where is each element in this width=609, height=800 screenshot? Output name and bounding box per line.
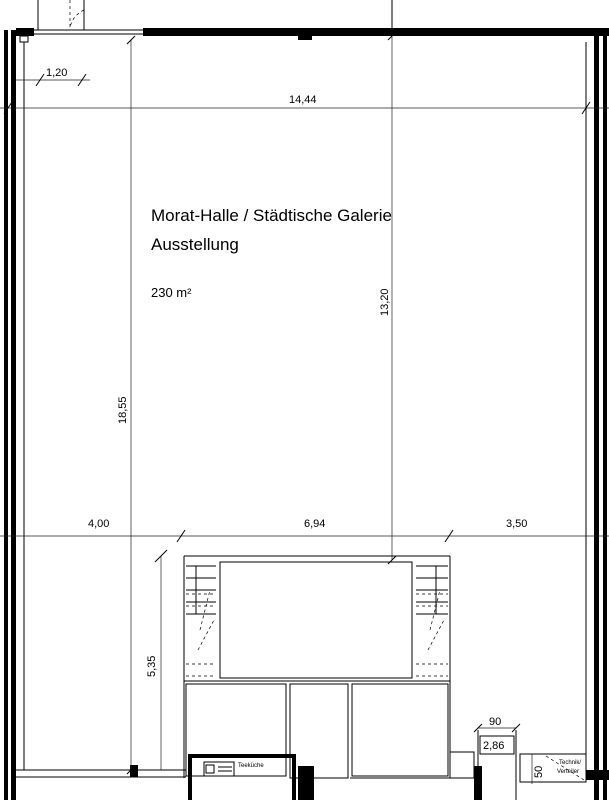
dim-label-total-width: 14,44 [289, 94, 317, 106]
dim-label-door-height: 2,86 [483, 740, 505, 752]
dim-label-stair-height: 5,35 [146, 655, 158, 677]
dim-label-inner-height: 13,20 [379, 288, 391, 316]
outer-wall-left-inner [11, 30, 16, 800]
kitchen-label: Teeküche [238, 763, 264, 769]
room-title: Morat-Halle / Städtische Galerie [151, 206, 392, 225]
tech-label-line1: Technik/ [559, 760, 582, 766]
dim-label-total-height: 18,55 [117, 396, 129, 424]
outer-wall-top-left [16, 28, 34, 36]
room-subtitle: Ausstellung [151, 235, 239, 254]
kitchen-wall-top [188, 754, 296, 758]
kitchen-counter [204, 762, 234, 776]
outer-wall-top-right [143, 28, 609, 36]
room-area: 230 m² [151, 285, 192, 300]
bottom-pier-middle [298, 766, 314, 800]
kitchen-wall-right [292, 754, 296, 800]
dim-label-small-depth: 50 [533, 765, 545, 778]
core-room-middle [290, 684, 348, 778]
dim-label-middle-segment: 6,94 [304, 518, 326, 530]
door-swing [70, 0, 84, 28]
bottom-pier-right [474, 766, 482, 800]
tech-room [520, 754, 586, 782]
core-central-room [220, 562, 412, 678]
dim-label-door-width: 90 [489, 716, 502, 728]
bottom-wall-right [586, 770, 609, 780]
core-room-right [352, 684, 448, 776]
dim-label-right-segment: 3,50 [506, 518, 528, 530]
core-room-left [186, 684, 286, 776]
dim-label-top-offset: 1,20 [46, 67, 68, 79]
stair-right [416, 566, 448, 676]
outer-wall-right-inner [594, 30, 599, 800]
kitchen-wall-left [188, 754, 192, 800]
wall-column [298, 34, 312, 40]
outer-wall-right-outer [603, 30, 607, 800]
dim-label-left-segment: 4,00 [88, 518, 110, 530]
bottom-small-box [450, 752, 474, 778]
outer-wall-left-outer [4, 30, 8, 800]
kitchen-sink [206, 765, 214, 773]
tech-label-line2: Verteiler [557, 769, 580, 775]
wall-pier [20, 36, 28, 42]
stair-left [186, 566, 216, 676]
